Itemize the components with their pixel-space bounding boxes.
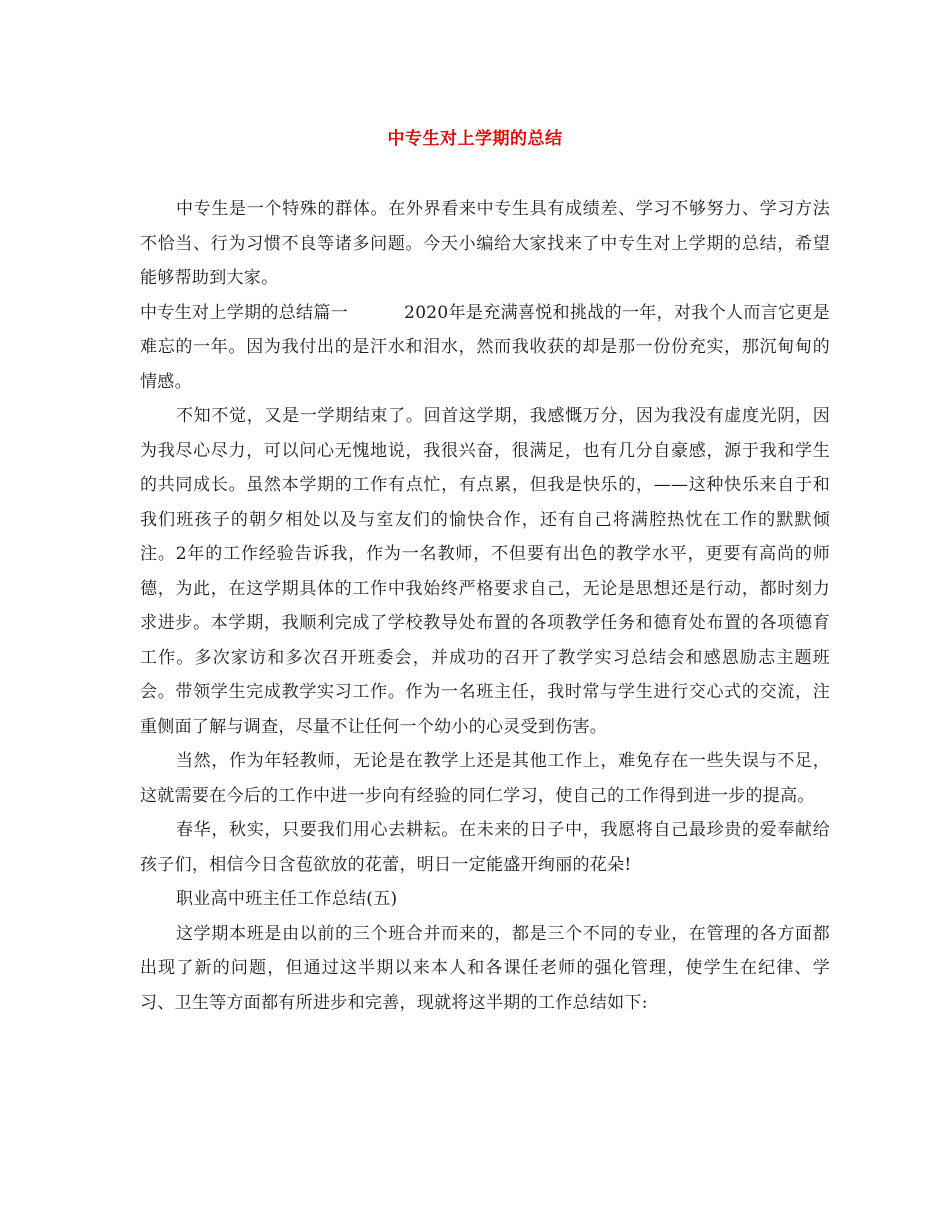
- paragraph-3: 当然，作为年轻教师，无论是在教学上还是其他工作上，难免存在一些失误与不足，这就需要在今后的工作中进一步向有经验的同仁学习，使自己的工作得到进一步的提高。: [140, 751, 830, 806]
- paragraph-4: 春华，秋实，只要我们用心去耕耘。在未来的日子中，我愿将自己最珍贵的爱奉献给孩子们，相信今日含苞欲放的花蕾，明日一定能盛开绚丽的花朵!: [140, 820, 830, 875]
- paragraph-5: 这学期本班是由以前的三个班合并而来的，都是三个不同的专业，在管理的各方面都出现了新的问题，但通过这半期以来本人和各课任老师的强化管理，使学生在纪律、学习、卫生等方面都有所进步和完善，现就将这半期的工作总结如下:: [140, 923, 830, 1013]
- document-body: [140, 192, 830, 1020]
- section1-paragraph: [140, 296, 830, 400]
- section2-heading: 职业高中班主任工作总结(五): [176, 889, 398, 909]
- paragraph-2: 不知不觉，又是一学期结束了。回首这学期，我感慨万分，因为我没有虚度光阴，因为我尽心尽力，可以问心无愧地说，我很兴奋，很满足，也有几分自豪感，源于我和学生的共同成长。虽然本学期的工作有点忙，有点累，但我是快乐的，——这种快乐来自于和我们班孩子的朝夕相处以及与室友们的愉快合作，还有自己将满腔热忱在工作的默默倾注。2年的工作经验告诉我，作为一名教师，不但要有出色的教学水平，更要有高尚的师德，为此，在这学期具体的工作中我始终严格要求自己，无论是思想还是行动，都时刻力求进步。本学期，我顺利完成了学校教导处布置的各项教学任务和德育处布置的各项德育工作。多次家访和多次召开班委会，并成功的召开了教学实习总结会和感恩励志主题班会。带领学生完成教学实习工作。作为一名班主任，我时常与学生进行交心式的交流，注重侧面了解与调查，尽量不让任何一个幼小的心灵受到伤害。: [140, 406, 830, 737]
- intro-paragraph: 中专生是一个特殊的群体。在外界看来中专生具有成绩差、学习不够努力、学习方法不恰当、行为习惯不良等诸多问题。今天小编给大家找来了中专生对上学期的总结，希望能够帮助到大家。: [140, 199, 830, 288]
- section1-heading: 中专生对上学期的总结篇一: [140, 302, 349, 323]
- section1-lead: 2020年是充满喜悦和挑战的一年，对我个人而言它更是难忘的一年。因为我付出的是汗水和泪水，然而我收获的却是那一份份充实，那沉甸甸的情感。: [140, 302, 830, 392]
- document-title: 中专生对上学期的总结: [387, 129, 563, 149]
